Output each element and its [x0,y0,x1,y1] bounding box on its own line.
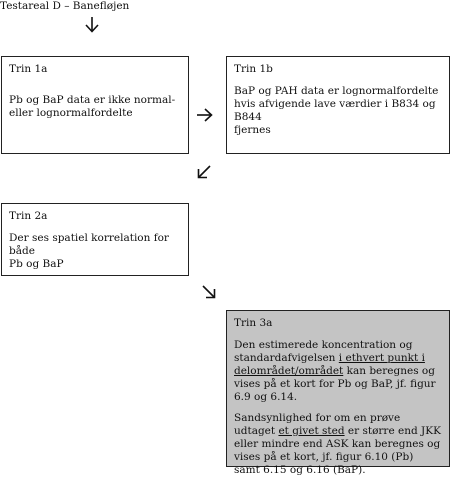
arrow-down-icon [84,16,100,34]
arrow-down-right-icon [201,284,217,300]
box-text-line: Der ses spatiel korrelation for både [9,232,169,257]
box-header: Trin 1b [234,63,273,75]
box-text-line: eller lognormalfordelte [9,107,133,119]
box-header: Trin 1a [9,63,48,75]
box-text-line: fjernes [234,124,271,136]
text: Den estimerede koncentration og standardafvigelsen [234,339,413,364]
box-trin-1a [1,56,189,154]
underlined-text: et givet sted [278,425,345,437]
box-paragraph-2 [234,412,442,477]
box-text-line: BaP og PAH data er lognormalfordelte [234,85,439,97]
box-paragraph-1 [234,339,442,404]
box-trin-2a [1,203,189,276]
text: Sandsynlighed for om en prøve udtaget [234,412,401,437]
box-text-line: hvis afvigende lave værdier i B834 og B844 [234,98,436,123]
text: kan beregnes og vises på et kort for Pb og BaP, jf. figur 6.9 og 6.14. [234,365,436,403]
arrow-down-left-icon [196,164,212,180]
arrow-right-icon [196,107,214,123]
box-header: Trin 3a [234,317,273,329]
underlined-text: i ethvert punkt i delområdet/området [234,352,425,377]
box-text-line: Pb og BaP [9,258,64,270]
box-header: Trin 2a [9,210,48,222]
text: er større end JKK eller mindre end ASK kan beregnes og vises på et kort, jf. figur 6.10 (Pb) samt 6.15 og 6.16 (BaP). [234,425,441,476]
box-text-line: Pb og BaP data er ikke normal- [9,94,176,106]
diagram-title: Testareal D – Banefløjen [0,0,130,12]
box-trin-3a [226,310,450,476]
box-trin-1b [226,56,450,154]
